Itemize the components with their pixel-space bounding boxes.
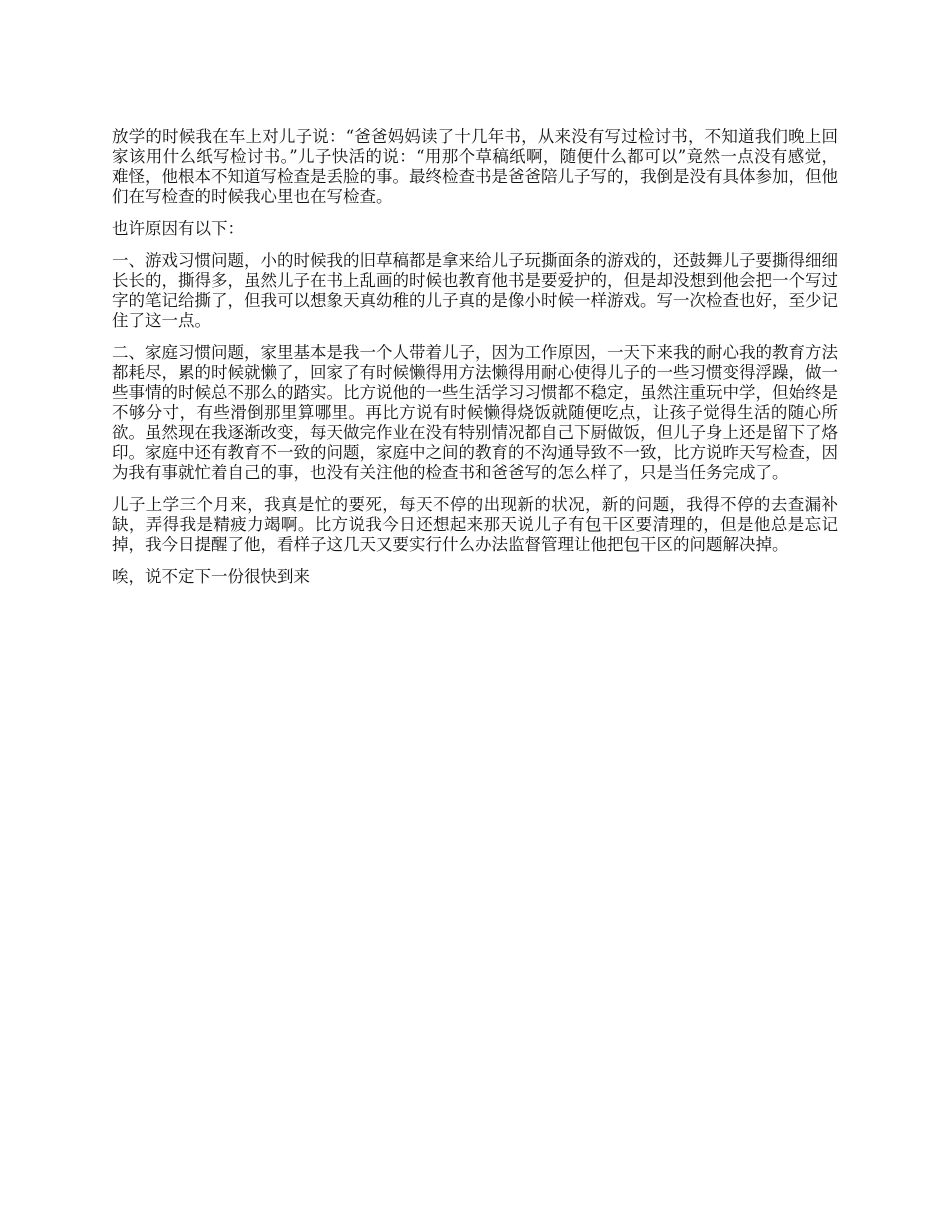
paragraph-three-months: 儿子上学三个月来，我真是忙的要死，每天不停的出现新的状况，新的问题，我得不停的去查漏补缺，弄得我是精疲力竭啊。比方说我今日还想起来那天说儿子有包干区要清理的，但是他总是忘记掉，我今日提醒了他，看样子这几天又要实行什么办法监督管理让他把包干区的问题解决掉。 xyxy=(112,495,838,554)
paragraph-intro: 放学的时候我在车上对儿子说：“爸爸妈妈读了十几年书，从来没有写过检讨书，不知道我们晚上回家该用什么纸写检讨书。”儿子快活的说：“用那个草稿纸啊，随便什么都可以”竟然一点没有感觉，难怪，他根本不知道写检查是丢脸的事。最终检查书是爸爸陪儿子写的，我倒是没有具体参加，但他们在写检查的时候我心里也在写检查。 xyxy=(112,127,838,206)
paragraph-reasons-heading: 也许原因有以下： xyxy=(112,219,244,238)
paragraph-reason-game-habit: 一、游戏习惯问题，小的时候我的旧草稿都是拿来给儿子玩撕面条的游戏的，还鼓舞儿子要撕得细细长长的，撕得多，虽然儿子在书上乱画的时候也教育他书是要爱护的，但是却没想到他会把一个写过字的笔记给撕了，但我可以想象天真幼稚的儿子真的是像小时候一样游戏。写一次检查也好，至少记住了这一点。 xyxy=(112,251,838,330)
paragraph-closing: 唉，说不定下一份很快到来 xyxy=(112,567,310,586)
paragraph-reason-family-habit: 二、家庭习惯问题，家里基本是我一个人带着儿子，因为工作原因，一天下来我的耐心我的教育方法都耗尽，累的时候就懒了，回家了有时候懒得用方法懒得用耐心使得儿子的一些习惯变得浮躁，做一些事情的时候总不那么的踏实。比方说他的一些生活学习习惯都不稳定，虽然注重玩中学，但始终是不够分寸，有些滑倒那里算哪里。再比方说有时候懒得烧饭就随便吃点，让孩子觉得生活的随心所欲。虽然现在我逐渐改变，每天做完作业在没有特别情况都自己下厨做饭，但儿子身上还是留下了烙印。家庭中还有教育不一致的问题，家庭中之间的教育的不沟通导致不一致，比方说昨天写检查，因为我有事就忙着自己的事，也没有关注他的检查书和爸爸写的怎么样了，只是当任务完成了。 xyxy=(112,343,838,482)
document-page xyxy=(112,127,838,599)
